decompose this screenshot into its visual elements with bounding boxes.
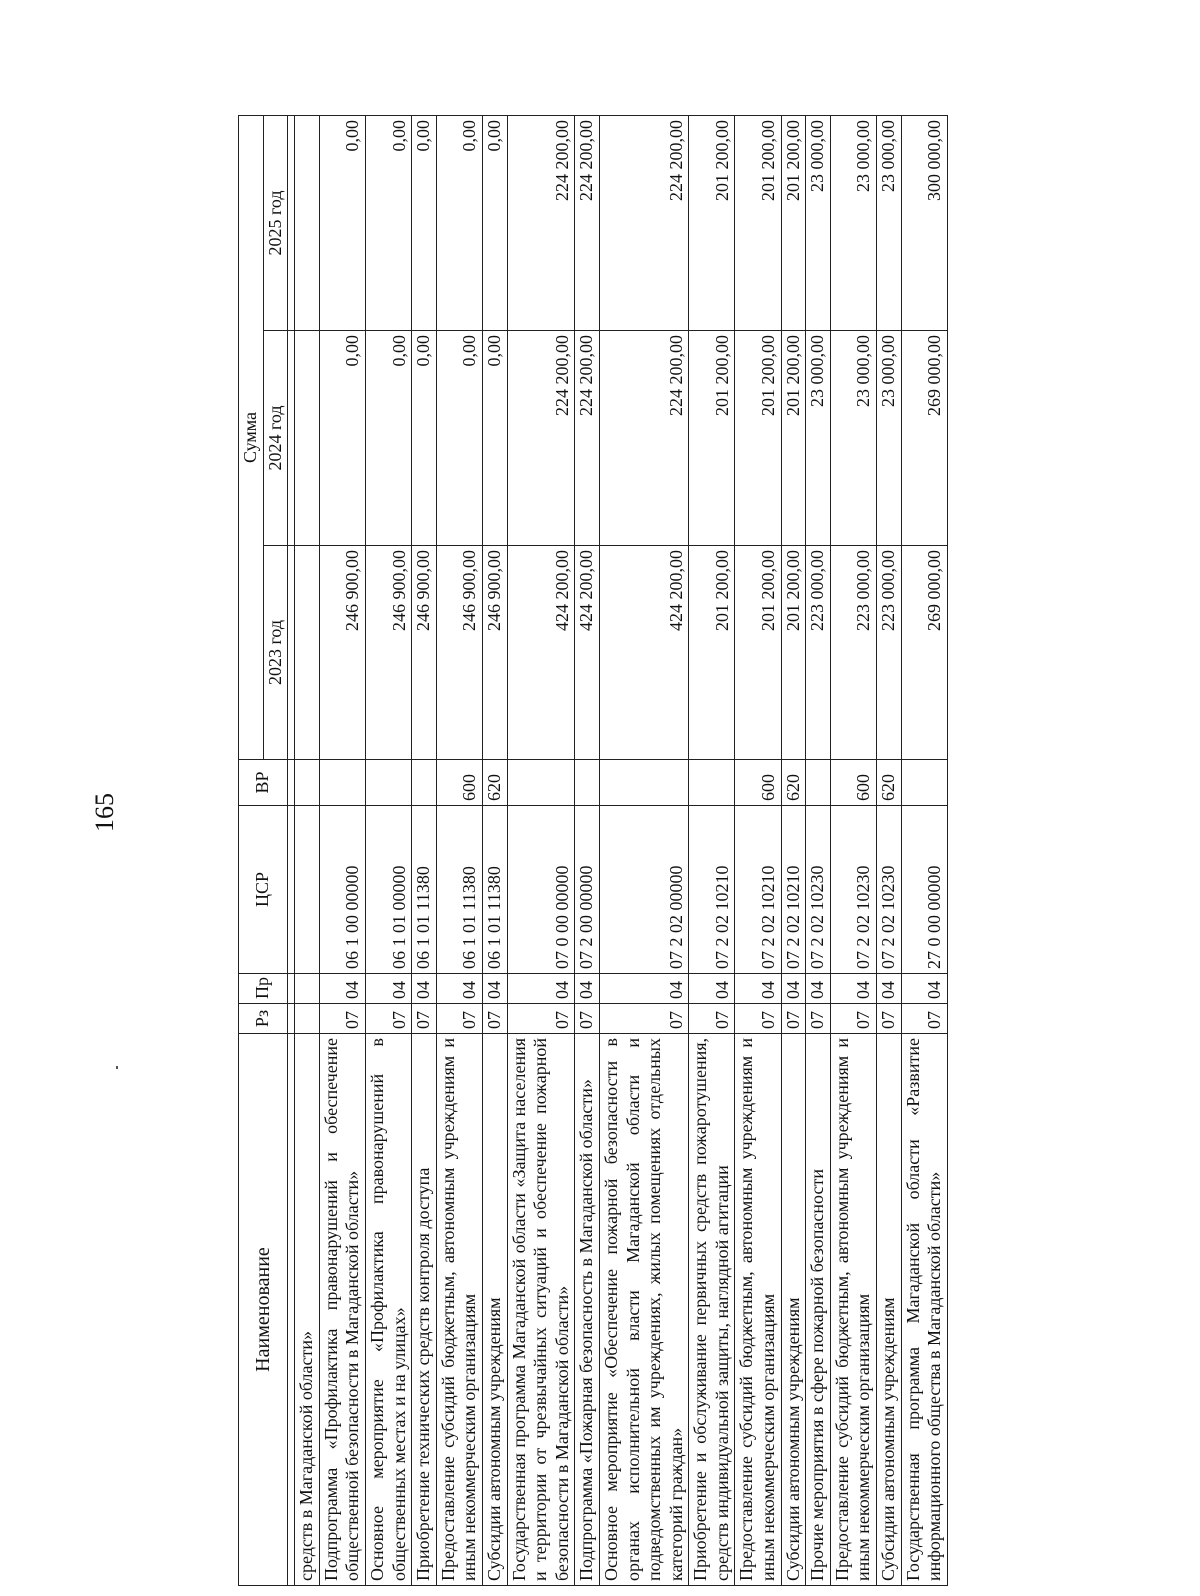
row-name-cell: Государственная программа Магаданской области «Развитие информационного общества в Магаданской области» — [901, 1034, 947, 1586]
row-2023-cell: 223 000,00 — [806, 546, 831, 760]
header-csr: ЦСР — [239, 806, 288, 974]
row-2024-cell: 0,00 — [319, 331, 365, 546]
row-2025-cell: 0,00 — [482, 115, 507, 330]
row-2025-cell: 201 200,00 — [781, 115, 806, 330]
budget-table — [238, 115, 948, 1586]
row-vr-cell: 620 — [877, 760, 902, 806]
row-2025-cell: 23 000,00 — [806, 115, 831, 330]
row-pr-cell — [295, 974, 320, 1004]
row-2023-cell: 223 000,00 — [830, 546, 876, 760]
row-2024-cell: 201 200,00 — [735, 331, 781, 546]
row-rz-cell: 07 — [575, 1004, 600, 1034]
row-vr-cell: 600 — [735, 760, 781, 806]
row-vr-cell — [295, 760, 320, 806]
row-2024-cell: 0,00 — [412, 331, 437, 546]
row-2025-cell: 300 000,00 — [901, 115, 947, 330]
table-row — [599, 115, 688, 1585]
row-2023-cell: 424 200,00 — [507, 546, 575, 760]
row-name-cell: средств в Магаданской области» — [295, 1034, 320, 1586]
row-2023-cell: 269 000,00 — [901, 546, 947, 760]
row-name-cell: Предоставление субсидий бюджетным, автономным учреждениям и иным некоммерческим организациям — [436, 1034, 482, 1586]
row-rz-cell: 07 — [319, 1004, 365, 1034]
row-csr-cell — [295, 806, 320, 974]
row-rz-cell: 07 — [365, 1004, 411, 1034]
row-name-cell: Субсидии автономным учреждениям — [482, 1034, 507, 1586]
row-name-cell: Прочие мероприятия в сфере пожарной безопасности — [806, 1034, 831, 1586]
row-csr-cell: 06 1 01 11380 — [482, 806, 507, 974]
table-row — [507, 115, 575, 1585]
row-2023-cell: 223 000,00 — [877, 546, 902, 760]
row-csr-cell: 07 2 02 10210 — [735, 806, 781, 974]
row-pr-cell: 04 — [412, 974, 437, 1004]
row-name-cell: Приобретение технических средств контроля доступа — [412, 1034, 437, 1586]
header-name: Наименование — [239, 1034, 288, 1586]
header-spacer-cell — [288, 1004, 295, 1034]
row-pr-cell: 04 — [599, 974, 688, 1004]
row-name-cell: Основное мероприятие «Профилактика правонарушений в общественных местах и на улицах» — [365, 1034, 411, 1586]
header-vr: ВР — [239, 760, 288, 806]
header-spacer-cell — [288, 331, 295, 546]
row-vr-cell — [689, 760, 735, 806]
row-2023-cell: 424 200,00 — [575, 546, 600, 760]
row-pr-cell: 04 — [482, 974, 507, 1004]
header-spacer-cell — [288, 974, 295, 1004]
header-2023: 2023 год — [263, 546, 288, 760]
row-2024-cell: 23 000,00 — [806, 331, 831, 546]
row-vr-cell: 620 — [482, 760, 507, 806]
row-vr-cell — [319, 760, 365, 806]
row-name-cell: Предоставление субсидий бюджетным, автономным учреждениям и иным некоммерческим организациям — [830, 1034, 876, 1586]
row-csr-cell: 27 0 00 00000 — [901, 806, 947, 974]
row-2023-cell: 246 900,00 — [319, 546, 365, 760]
row-pr-cell: 04 — [575, 974, 600, 1004]
row-rz-cell: 07 — [735, 1004, 781, 1034]
header-spacer-cell — [288, 760, 295, 806]
row-2024-cell: 201 200,00 — [781, 331, 806, 546]
row-rz-cell: 07 — [482, 1004, 507, 1034]
table-body — [295, 115, 948, 1585]
table-row — [689, 115, 735, 1585]
header-2024: 2024 год — [263, 331, 288, 546]
header-2025: 2025 год — [263, 115, 288, 330]
row-vr-cell — [575, 760, 600, 806]
row-rz-cell: 07 — [781, 1004, 806, 1034]
row-2025-cell: 23 000,00 — [877, 115, 902, 330]
row-pr-cell: 04 — [901, 974, 947, 1004]
row-name-cell: Приобретение и обслуживание первичных средств пожаротушения, средств индивидуальной защиты, наглядной агитации — [689, 1034, 735, 1586]
row-pr-cell: 04 — [877, 974, 902, 1004]
row-2024-cell: 23 000,00 — [830, 331, 876, 546]
table-row — [319, 115, 365, 1585]
row-pr-cell: 04 — [319, 974, 365, 1004]
header-rz: Рз — [239, 1004, 288, 1034]
row-2024-cell: 224 200,00 — [507, 331, 575, 546]
row-2023-cell: 424 200,00 — [599, 546, 688, 760]
header-spacer-cell — [288, 1034, 295, 1586]
row-csr-cell: 06 1 01 00000 — [365, 806, 411, 974]
row-pr-cell: 04 — [781, 974, 806, 1004]
row-2023-cell: 201 200,00 — [735, 546, 781, 760]
row-2024-cell: 23 000,00 — [877, 331, 902, 546]
row-pr-cell: 04 — [689, 974, 735, 1004]
row-2024-cell: 269 000,00 — [901, 331, 947, 546]
row-csr-cell: 06 1 00 00000 — [319, 806, 365, 974]
row-csr-cell: 07 2 02 00000 — [599, 806, 688, 974]
row-rz-cell: 07 — [830, 1004, 876, 1034]
row-csr-cell: 07 2 02 10230 — [830, 806, 876, 974]
table-row — [877, 115, 902, 1585]
row-rz-cell: 07 — [599, 1004, 688, 1034]
row-csr-cell: 06 1 01 11380 — [436, 806, 482, 974]
row-2025-cell: 201 200,00 — [735, 115, 781, 330]
row-rz-cell — [295, 1004, 320, 1034]
row-2025-cell: 23 000,00 — [830, 115, 876, 330]
row-pr-cell: 04 — [507, 974, 575, 1004]
row-csr-cell: 07 0 00 00000 — [507, 806, 575, 974]
row-csr-cell: 07 2 02 10210 — [781, 806, 806, 974]
row-name-cell: Предоставление субсидий бюджетным, автономным учреждениям и иным некоммерческим организациям — [735, 1034, 781, 1586]
table-row — [365, 115, 411, 1585]
row-vr-cell — [365, 760, 411, 806]
row-name-cell: Государственная программа Магаданской области «Защита населения и территории от чрезвычайных ситуаций и обеспечение пожарной безопасности в Магаданской области» — [507, 1034, 575, 1586]
row-2023-cell: 246 900,00 — [412, 546, 437, 760]
row-2024-cell: 201 200,00 — [689, 331, 735, 546]
row-rz-cell: 07 — [901, 1004, 947, 1034]
table-row — [436, 115, 482, 1585]
row-rz-cell: 07 — [806, 1004, 831, 1034]
row-vr-cell — [412, 760, 437, 806]
row-name-cell: Основное мероприятие «Обеспечение пожарной безопасности в органах исполнительной власти Магаданской области и подведомственных им учреждениях, жилых помещениях отдельных категорий граждан» — [599, 1034, 688, 1586]
row-2025-cell: 224 200,00 — [575, 115, 600, 330]
row-2025-cell: 224 200,00 — [507, 115, 575, 330]
table-row — [412, 115, 437, 1585]
row-2023-cell: 201 200,00 — [781, 546, 806, 760]
row-rz-cell: 07 — [436, 1004, 482, 1034]
row-pr-cell: 04 — [806, 974, 831, 1004]
table-row — [830, 115, 876, 1585]
row-2025-cell: 0,00 — [436, 115, 482, 330]
row-pr-cell: 04 — [365, 974, 411, 1004]
row-vr-cell: 600 — [830, 760, 876, 806]
row-rz-cell: 07 — [877, 1004, 902, 1034]
row-name-cell: Подпрограмма «Профилактика правонарушений и обеспечение общественной безопасности в Магаданской области» — [319, 1034, 365, 1586]
header-spacer-cell — [288, 115, 295, 330]
row-2025-cell: 0,00 — [319, 115, 365, 330]
row-2024-cell — [295, 331, 320, 546]
row-2025-cell: 201 200,00 — [689, 115, 735, 330]
row-rz-cell: 07 — [507, 1004, 575, 1034]
row-vr-cell: 620 — [781, 760, 806, 806]
row-rz-cell: 07 — [412, 1004, 437, 1034]
row-2024-cell: 0,00 — [436, 331, 482, 546]
row-2023-cell: 246 900,00 — [436, 546, 482, 760]
scan-speck — [116, 1066, 118, 1069]
row-csr-cell: 06 1 01 11380 — [412, 806, 437, 974]
row-2025-cell: 0,00 — [365, 115, 411, 330]
row-csr-cell: 07 2 02 10230 — [806, 806, 831, 974]
row-2024-cell: 0,00 — [482, 331, 507, 546]
row-csr-cell: 07 2 02 10230 — [877, 806, 902, 974]
row-vr-cell — [507, 760, 575, 806]
row-vr-cell — [806, 760, 831, 806]
table-row — [901, 115, 947, 1585]
header-pr: Пр — [239, 974, 288, 1004]
table-row — [482, 115, 507, 1585]
row-2023-cell: 246 900,00 — [365, 546, 411, 760]
row-name-cell: Субсидии автономным учреждениям — [781, 1034, 806, 1586]
row-vr-cell — [901, 760, 947, 806]
header-spacer-cell — [288, 806, 295, 974]
row-2025-cell: 0,00 — [412, 115, 437, 330]
row-2023-cell: 201 200,00 — [689, 546, 735, 760]
table-row — [735, 115, 781, 1585]
table-row — [575, 115, 600, 1585]
row-vr-cell: 600 — [436, 760, 482, 806]
header-sum: Сумма — [239, 115, 264, 759]
row-vr-cell — [599, 760, 688, 806]
row-2024-cell: 0,00 — [365, 331, 411, 546]
row-csr-cell: 07 2 02 10210 — [689, 806, 735, 974]
row-2024-cell: 224 200,00 — [575, 331, 600, 546]
header-spacer-cell — [288, 546, 295, 760]
row-pr-cell: 04 — [830, 974, 876, 1004]
rotated-table-container — [238, 116, 1106, 1586]
row-pr-cell: 04 — [735, 974, 781, 1004]
row-csr-cell: 07 2 00 00000 — [575, 806, 600, 974]
row-2023-cell — [295, 546, 320, 760]
row-2025-cell — [295, 115, 320, 330]
row-name-cell: Субсидии автономным учреждениям — [877, 1034, 902, 1586]
row-2025-cell: 224 200,00 — [599, 115, 688, 330]
table-row — [806, 115, 831, 1585]
table-row — [781, 115, 806, 1585]
row-name-cell: Подпрограмма «Пожарная безопасность в Магаданской области» — [575, 1034, 600, 1586]
page-number: 165 — [90, 793, 119, 832]
row-pr-cell: 04 — [436, 974, 482, 1004]
row-rz-cell: 07 — [689, 1004, 735, 1034]
row-2024-cell: 224 200,00 — [599, 331, 688, 546]
table-row — [295, 115, 320, 1585]
row-2023-cell: 246 900,00 — [482, 546, 507, 760]
